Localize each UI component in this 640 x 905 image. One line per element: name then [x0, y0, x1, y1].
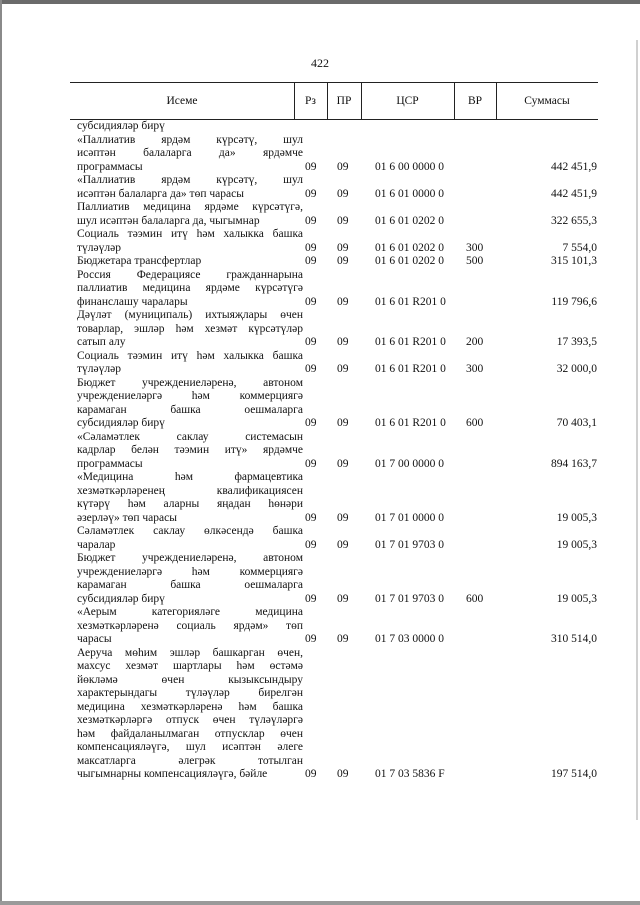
row-sum: 19 005,3	[556, 592, 597, 605]
row-name-line: паллиатив медицина ярдәме күрсәтүгә	[77, 282, 303, 294]
table-row	[77, 431, 597, 472]
row-values	[77, 296, 597, 310]
row-name-line: әзерләү» төп чарасы	[77, 511, 177, 524]
row-rz: 09	[305, 160, 317, 173]
row-name-line: карамаган башка оешмаларга	[77, 579, 303, 591]
row-name-line: медицина хезмәткәрләренә һәм башка	[77, 700, 303, 713]
row-name-line: финанслашу чаралары	[77, 295, 188, 308]
row-sum: 7 554,0	[562, 241, 597, 254]
row-name-line: махсус хезмәт шартлары һәм өстәмә	[77, 660, 303, 672]
row-csr: 01 6 01 R201 0	[375, 417, 446, 429]
row-values	[77, 255, 597, 269]
row-name-line: компенсацияләүгә, шул исәптән әлеге	[77, 741, 303, 753]
row-rz: 09	[305, 592, 317, 605]
row-name-line: субсидияләр бирү	[77, 417, 165, 429]
row-values	[77, 512, 597, 526]
row-values	[77, 120, 597, 134]
row-sum: 315 101,3	[551, 255, 597, 267]
row-rz: 09	[305, 633, 317, 645]
row-csr: 01 6 01 R201 0	[375, 363, 446, 375]
table-row	[77, 350, 597, 377]
table-row	[77, 377, 597, 431]
row-values	[77, 768, 597, 782]
header-vr: ВР	[467, 95, 483, 107]
table-row	[77, 471, 597, 525]
table-row	[77, 552, 597, 606]
row-vr: 300	[466, 363, 484, 375]
row-vr: 600	[466, 592, 484, 605]
row-values	[77, 363, 597, 377]
row-values	[77, 161, 597, 175]
row-name-line: һәм файдаланылмаган отпусклар өчен	[77, 727, 303, 740]
row-name-line: «Паллиатив ярдәм күрсәтү, шул	[77, 133, 303, 146]
row-name-line: субсидияләр бирү	[77, 120, 165, 132]
row-vr: 200	[466, 336, 484, 348]
row-rz: 09	[305, 417, 317, 429]
header-rz: Рз	[305, 95, 316, 107]
row-sum: 19 005,3	[556, 538, 597, 551]
row-name-line: программасы	[77, 457, 143, 470]
row-name-line: карамаган башка оешмаларга	[77, 403, 303, 416]
table-row	[77, 647, 597, 782]
row-name-line: хезмәткәрләренә социаль ярдәм» төп	[77, 619, 303, 632]
row-sum: 19 005,3	[556, 511, 597, 524]
row-name-line: Бюджет учреждениеләренә, автоном	[77, 376, 303, 389]
row-name-line: «Паллиатив ярдәм күрсәтү, шул	[77, 174, 303, 186]
row-values	[77, 417, 597, 431]
row-csr: 01 7 03 5836 F	[375, 768, 445, 780]
row-name-line: «Медицина һәм фармацевтика	[77, 471, 303, 483]
row-vr: 300	[466, 241, 484, 254]
row-name-line: хезмәткәрләргә отпуск өчен түләүләргә	[77, 714, 303, 726]
row-sum: 322 655,3	[551, 214, 597, 227]
row-name-line: исәптән балаларга да» төп чарасы	[77, 187, 244, 200]
table-row	[77, 120, 597, 134]
row-vr: 500	[466, 255, 484, 267]
row-rz: 09	[305, 457, 317, 470]
row-name-line: күтәрү һәм аларны яңадан һөнәри	[77, 498, 303, 510]
row-name	[77, 647, 303, 782]
row-csr: 01 6 01 0202 0	[375, 255, 444, 267]
row-pr: 09	[337, 336, 349, 348]
top-scan-edge	[0, 0, 640, 4]
row-rz: 09	[305, 511, 317, 524]
table-row	[77, 174, 597, 201]
row-sum: 310 514,0	[551, 633, 597, 645]
row-values	[77, 188, 597, 202]
row-rz: 09	[305, 538, 317, 551]
row-sum: 197 514,0	[551, 768, 597, 780]
row-values	[77, 458, 597, 472]
row-name-line: Паллиатив медицина ярдәме күрсәтүгә,	[77, 201, 303, 213]
row-name-line: Россия Федерациясе гражданнарына	[77, 268, 303, 281]
row-csr: 01 6 01 R201 0	[375, 336, 446, 348]
row-sum: 70 403,1	[556, 417, 597, 429]
row-sum: 442 451,9	[551, 187, 597, 200]
row-name-line: чарасы	[77, 633, 112, 645]
row-vr: 600	[466, 417, 484, 429]
row-csr: 01 6 01 0202 0	[375, 214, 444, 227]
row-name-line: Социаль тәэмин итү һәм халыкка башка	[77, 228, 303, 240]
row-name-line: чаралар	[77, 538, 116, 551]
row-name-line: максатларга әлегрәк тотылган	[77, 754, 303, 767]
row-pr: 09	[337, 241, 349, 254]
row-sum: 32 000,0	[556, 363, 597, 375]
row-csr: 01 7 03 0000 0	[375, 633, 444, 645]
page-number: 422	[311, 56, 329, 70]
row-rz: 09	[305, 241, 317, 254]
row-name-line: сатып алу	[77, 336, 126, 348]
row-csr: 01 6 01 R201 0	[375, 295, 446, 308]
row-pr: 09	[337, 295, 349, 308]
row-sum: 894 163,7	[551, 457, 597, 470]
row-rz: 09	[305, 187, 317, 200]
row-name-line: характерындагы түләүләр бирелгән	[77, 687, 303, 699]
row-values	[77, 242, 597, 256]
row-pr: 09	[337, 538, 349, 551]
row-sum: 17 393,5	[556, 336, 597, 348]
row-pr: 09	[337, 592, 349, 605]
row-csr: 01 6 00 0000 0	[375, 160, 444, 173]
row-name-line: товарлар, эшләр һәм хезмәт күрсәтүләр	[77, 322, 303, 335]
row-name-line: түләүләр	[77, 241, 121, 254]
left-scan-edge	[0, 0, 2, 905]
row-csr: 01 6 01 0202 0	[375, 241, 444, 254]
row-name-line: шул исәптән балаларга да, чыгымнар	[77, 214, 260, 227]
row-pr: 09	[337, 633, 349, 645]
row-name-line: программасы	[77, 160, 143, 173]
row-pr: 09	[337, 214, 349, 227]
row-name-line: хезмәткәрләренең квалификациясен	[77, 484, 303, 497]
row-values	[77, 593, 597, 607]
bottom-scan-edge	[0, 901, 640, 905]
row-name-line: исәптән балаларга да» ярдәмче	[77, 147, 303, 159]
row-name-line: Сәламәтлек саклау өлкәсендә башка	[77, 525, 303, 537]
row-pr: 09	[337, 768, 349, 780]
header-pr: ПР	[336, 95, 352, 107]
row-pr: 09	[337, 255, 349, 267]
table-row	[77, 525, 597, 552]
row-name-line: түләүләр	[77, 363, 121, 375]
table-row	[77, 606, 597, 647]
row-name-line: кадрлар белән тәэмин итү» ярдәмче	[77, 444, 303, 456]
row-sum: 119 796,6	[551, 295, 597, 308]
header-sum: Суммасы	[524, 95, 570, 107]
row-name-line: «Сәламәтлек саклау системасын	[77, 430, 303, 443]
row-pr: 09	[337, 511, 349, 524]
right-scan-edge	[636, 40, 638, 820]
row-csr: 01 6 01 0000 0	[375, 187, 444, 200]
table-row	[77, 201, 597, 228]
row-values	[77, 539, 597, 553]
row-name-line: Бюджетара трансфертлар	[77, 255, 202, 267]
row-rz: 09	[305, 255, 317, 267]
row-pr: 09	[337, 417, 349, 429]
row-name-line: субсидияләр бирү	[77, 592, 165, 605]
row-pr: 09	[337, 457, 349, 470]
row-name-line: чыгымнарны компенсацияләүгә, бәйле	[77, 768, 268, 780]
row-pr: 09	[337, 187, 349, 200]
table-row	[77, 255, 597, 269]
row-rz: 09	[305, 295, 317, 308]
row-rz: 09	[305, 363, 317, 375]
row-name-line: учреждениеләргә һәм коммерциягә	[77, 390, 303, 402]
table-row	[77, 228, 597, 255]
row-csr: 01 7 01 9703 0	[375, 592, 444, 605]
row-name-line: «Аерым категорияләге медицина	[77, 606, 303, 618]
row-csr: 01 7 01 9703 0	[375, 538, 444, 551]
row-name-line: Дәүләт (муниципаль) ихтыяҗлары өчен	[77, 309, 303, 321]
table-row	[77, 134, 597, 175]
row-values	[77, 633, 597, 647]
row-name-line: Аеруча мөһим эшләр башкарган өчен,	[77, 646, 303, 659]
row-name-line: учреждениеләргә һәм коммерциягә	[77, 565, 303, 578]
row-values	[77, 215, 597, 229]
header-csr: ЦСР	[396, 95, 419, 107]
row-sum: 442 451,9	[551, 160, 597, 173]
table-body	[77, 120, 597, 782]
row-rz: 09	[305, 214, 317, 227]
row-csr: 01 7 00 0000 0	[375, 457, 444, 470]
row-pr: 09	[337, 160, 349, 173]
header-name: Исеме	[166, 95, 198, 107]
table-header	[70, 82, 598, 120]
row-values	[77, 336, 597, 350]
row-csr: 01 7 01 0000 0	[375, 511, 444, 524]
row-name-line: Бюджет учреждениеләренә, автоном	[77, 552, 303, 564]
table-row	[77, 269, 597, 310]
row-pr: 09	[337, 363, 349, 375]
row-name-line: Социаль тәэмин итү һәм халыкка башка	[77, 349, 303, 362]
row-rz: 09	[305, 336, 317, 348]
table-row	[77, 309, 597, 350]
row-name-line: йөкләмә өчен кызыксындыру	[77, 673, 303, 686]
row-rz: 09	[305, 768, 317, 780]
